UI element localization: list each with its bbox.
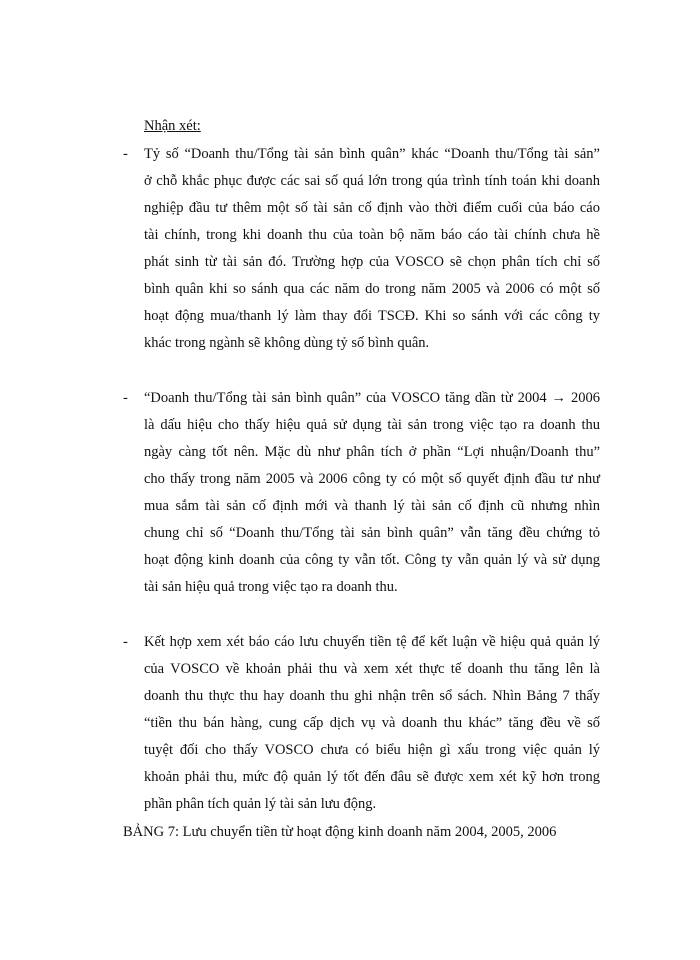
paragraph-line: chung chỉ số “Doanh thu/Tổng tài sản bình quân” vẫn tăng đều chứng tỏ [144, 525, 600, 541]
bullet-dash: - [123, 634, 128, 650]
paragraph-line: của VOSCO về khoản phải thu và xem xét thực tế doanh thu tăng lên là [144, 661, 600, 677]
paragraph-line: khác trong ngành sẽ không dùng tỷ số bình quân. [144, 335, 430, 351]
paragraph-line: mua sắm tài sản cố định mới và thanh lý tài sản cố định cũ nhưng nhìn [144, 498, 600, 514]
paragraph-line: ở chỗ khắc phục được các sai số quá lớn trong qúa trình tính toán khi doanh [144, 173, 600, 189]
paragraph-line: phát sinh từ tài sản đó. Trường hợp của VOSCO sẽ chọn phân tích chỉ số [144, 254, 600, 270]
table-caption: BẢNG 7: Lưu chuyển tiền từ hoạt động kinh doanh năm 2004, 2005, 2006 [123, 824, 557, 840]
bullet-dash: - [123, 146, 128, 162]
paragraph-line: doanh thu thực thu hay doanh thu ghi nhận trên sổ sách. Nhìn Bảng 7 thấy [144, 688, 600, 704]
bullet-dash: - [123, 390, 128, 406]
paragraph-line: tài chính, trong khi doanh thu của toàn bộ năm báo cáo tài chính chưa hề [144, 227, 600, 243]
paragraph-line: hoạt động kinh doanh của công ty vẫn tốt. Công ty vẫn quản lý và sử dụng [144, 552, 600, 568]
paragraph-line: là dấu hiệu cho thấy hiệu quả sử dụng tài sản trong việc tạo ra doanh thu [144, 417, 600, 433]
paragraph-line: cho thấy trong năm 2005 và 2006 công ty có một số quyết định đầu tư như [144, 471, 600, 487]
paragraph-line: “tiền thu bán hàng, cung cấp dịch vụ và doanh thu khác” tăng đều về số [144, 715, 600, 731]
paragraph-line: Kết hợp xem xét báo cáo lưu chuyển tiền tệ để kết luận về hiệu quả quản lý [144, 634, 600, 650]
section-heading: Nhận xét: [144, 118, 201, 134]
paragraph-line: hoạt động mua/thanh lý làm thay đổi TSCĐ. Khi so sánh với các công ty [144, 308, 600, 324]
paragraph-line: tuyệt đối cho thấy VOSCO chưa có biểu hiện gì xấu trong việc quản lý [144, 742, 600, 758]
paragraph-line: Tỷ số “Doanh thu/Tổng tài sản bình quân” khác “Doanh thu/Tổng tài sản” [144, 146, 600, 162]
paragraph-line: khoản phải thu, mức độ quản lý tốt đến đâu sẽ được xem xét kỹ hơn trong [144, 769, 600, 785]
paragraph-line: bình quân khi so sánh qua các năm do trong năm 2005 và 2006 có một số [144, 281, 600, 297]
paragraph-line: phần phân tích quản lý tài sản lưu động. [144, 796, 377, 812]
paragraph-line: tài sản hiệu quả trong việc tạo ra doanh thu. [144, 579, 398, 595]
paragraph-line: ngày càng tốt nên. Mặc dù như phân tích ở phần “Lợi nhuận/Doanh thu” [144, 444, 600, 460]
paragraph-line: nghiệp đầu tư thêm một số tài sản cố định vào thời điểm cuối của báo cáo [144, 200, 600, 216]
paragraph-line: “Doanh thu/Tổng tài sản bình quân” của VOSCO tăng dần từ 2004 → 2006 [144, 390, 600, 406]
